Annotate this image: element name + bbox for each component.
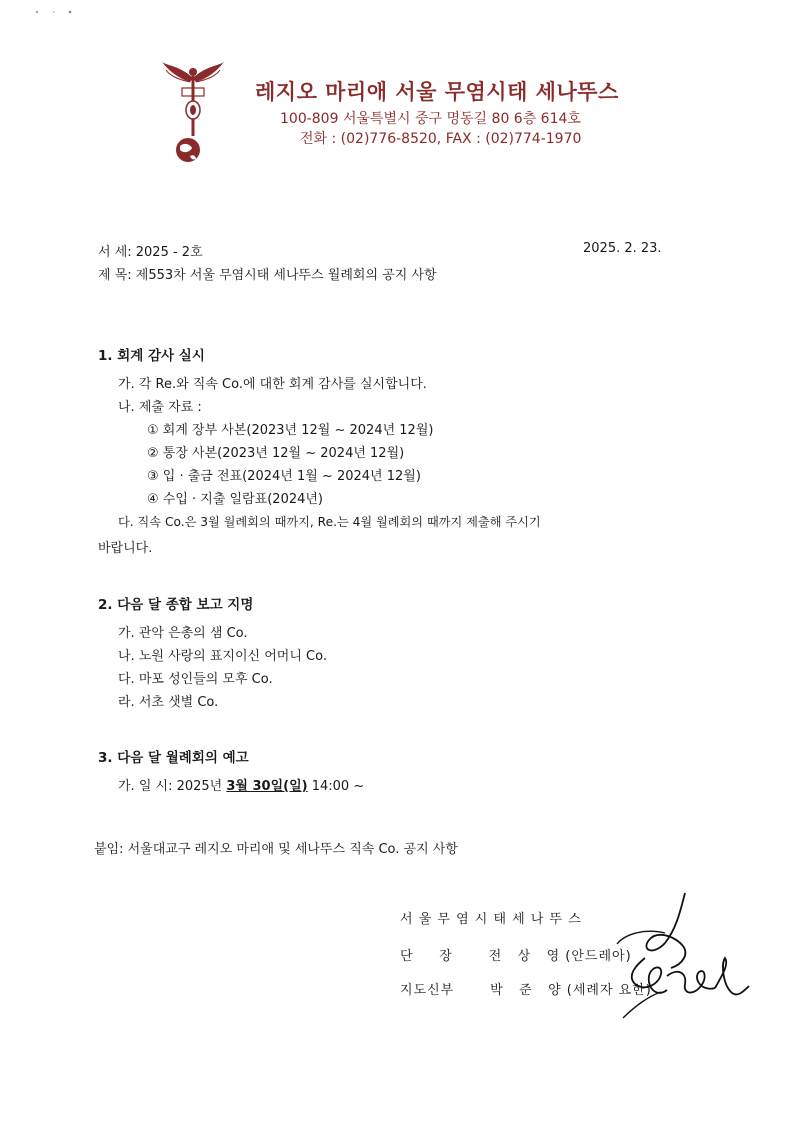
section-1-item-c-line2: 바랍니다. [98, 541, 153, 556]
section-2-item: 다. 마포 성인들의 모후 Co. [118, 672, 273, 687]
signature-spiritual-director: 지도신부 박 준 양 (세례자 요한) [400, 983, 652, 998]
section-1-item-c-line1: 다. 직속 Co.은 3월 월례회의 때까지, Re.는 4월 월례회의 때까지 제출해 주시기 [118, 515, 541, 529]
org-name: 레지오 마리애 서울 무염시태 세나뚜스 [255, 80, 619, 104]
org-phone-fax: 전화 : (02)776-8520, FAX : (02)774-1970 [300, 131, 582, 147]
section-1-title: 1. 회계 감사 실시 [98, 348, 205, 364]
signature-president: 단 장 전 상 영 (안드레아) [400, 949, 632, 964]
meeting-date: 3월 30일(일) [226, 779, 308, 794]
section-1-item-a: 가. 각 Re.와 직속 Co.에 대한 회계 감사를 실시합니다. [118, 377, 427, 392]
legio-mariae-emblem-icon [160, 58, 226, 168]
section-1-subitem-4: ④ 수입 · 지출 일람표(2024년) [147, 492, 324, 507]
meeting-time-prefix: 가. 일 시: 2025년 [118, 779, 227, 794]
meeting-time: 14:00 ~ [307, 779, 365, 794]
section-2-title: 2. 다음 달 종합 보고 지명 [98, 597, 254, 613]
section-1-subitem-1: ① 회계 장부 사본(2023년 12월 ~ 2024년 12월) [147, 423, 434, 438]
section-2-item: 나. 노원 사랑의 표지이신 어머니 Co. [118, 649, 327, 664]
scan-speck-marks [34, 8, 74, 16]
section-3-item-a [118, 775, 364, 794]
document-number: 서 세: 2025 - 2호 [98, 245, 203, 260]
section-1-item-b: 나. 제출 자료 : [118, 400, 202, 415]
section-2-item: 가. 관악 은총의 샘 Co. [118, 626, 248, 641]
org-address: 100-809 서울특별시 중구 명동길 80 6층 614호 [280, 111, 581, 127]
section-3-title: 3. 다음 달 월례회의 예고 [98, 750, 249, 766]
handwritten-signature-icon [605, 888, 755, 1028]
document-date: 2025. 2. 23. [583, 241, 662, 256]
section-1-subitem-2: ② 통장 사본(2023년 12월 ~ 2024년 12월) [147, 446, 405, 461]
document-subject: 제 목: 제553차 서울 무염시태 세나뚜스 월례회의 공지 사항 [98, 268, 437, 283]
section-1-subitem-3: ③ 입 · 출금 전표(2024년 1월 ~ 2024년 12월) [147, 469, 421, 484]
signature-org: 서 울 무 염 시 태 세 나 뚜 스 [400, 912, 582, 927]
section-2-item: 라. 서초 샛별 Co. [118, 695, 219, 710]
attachment-note: 붙임: 서울대교구 레지오 마리애 및 세나뚜스 직속 Co. 공지 사항 [94, 842, 458, 857]
